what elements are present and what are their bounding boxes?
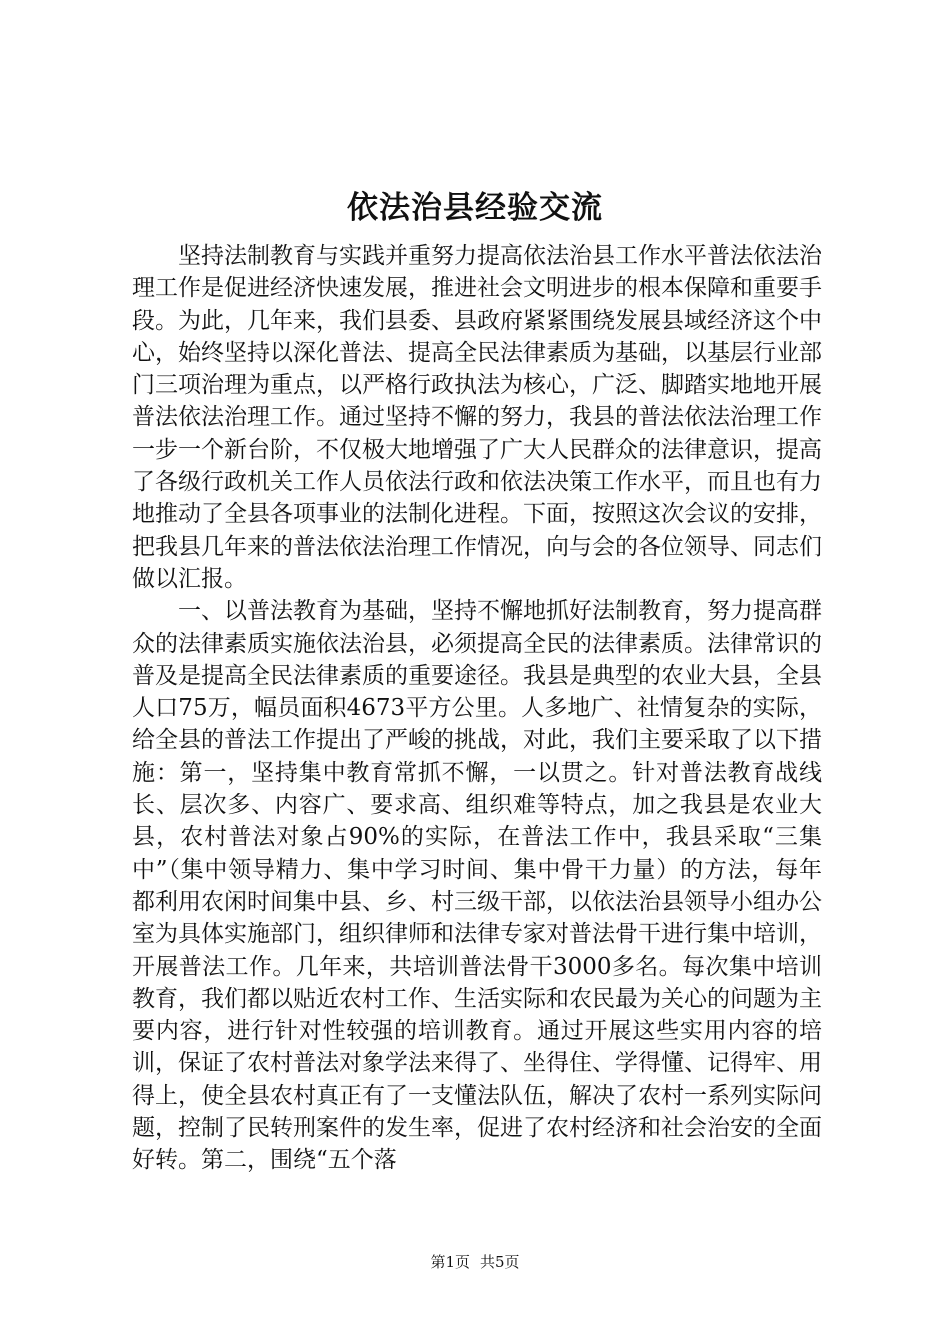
body-paragraph-1: 坚持法制教育与实践并重努力提高依法治县工作水平普法依法治理工作是促进经济快速发展，推进社会文明进步的根本保障和重要手段。为此，几年来，我们县委、县政府紧紧围绕发展县域经济这个中心，始终坚持以深化普法、提高全民法律素质为基础，以基层行业部门三项治理为重点，以严格行政执法为核心，广泛、脚踏实地地开展普法依法治理工作。通过坚持不懈的努力，我县的普法依法治理工作一步一个新台阶，不仅极大地增强了广大人民群众的法律意识，提高了各级行政机关工作人员依法行政和依法决策工作水平，而且也有力地推动了全县各项事业的法制化进程。下面，按照这次会议的安排，把我县几年来的普法依法治理工作情况，向与会的各位领导、同志们做以汇报。 bbox=[132, 243, 822, 592]
page-count: 共5页 bbox=[480, 1253, 520, 1271]
body-paragraph-2: 一、以普法教育为基础，坚持不懈地抓好法制教育，努力提高群众的法律素质实施依法治县，必须提高全民的法律素质。法律常识的普及是提高全民法律素质的重要途径。我县是典型的农业大县，全县人口75万，幅员面积4673平方公里。人多地广、社情复杂的实际，给全县的普法工作提出了严峻的挑战，对此，我们主要采取了以下措施：第一，坚持集中教育常抓不懈，一以贯之。针对普法教育战线长、层次多、内容广、要求高、组织难等特点，加之我县是农业大县，农村普法对象占90%的实际，在普法工作中，我县采取“三集中”（集中领导精力、集中学习时间、集中骨干力量）的方法，每年都利用农闲时间集中县、乡、村三级干部，以依法治县领导小组办公室为具体实施部门，组织律师和法律专家对普法骨干进行集中培训，开展普法工作。几年来，共培训普法骨干3000多名。每次集中培训教育，我们都以贴近农村工作、生活实际和农民最为关心的问题为主要内容，进行针对性较强的培训教育。通过开展这些实用内容的培训，保证了农村普法对象学法来得了、坐得住、学得懂、记得牢、用得上，使全县农村真正有了一支懂法队伍，解决了农村一系列实际问题，控制了民转刑案件的发生率，促进了农村经济和社会治安的全面好转。第二，围绕“五个落 bbox=[132, 598, 822, 1174]
page-number: 第1页 bbox=[430, 1253, 470, 1271]
page-footer bbox=[0, 1252, 950, 1272]
document-body bbox=[132, 240, 822, 1177]
document-title: 依法治县经验交流 bbox=[347, 190, 603, 226]
